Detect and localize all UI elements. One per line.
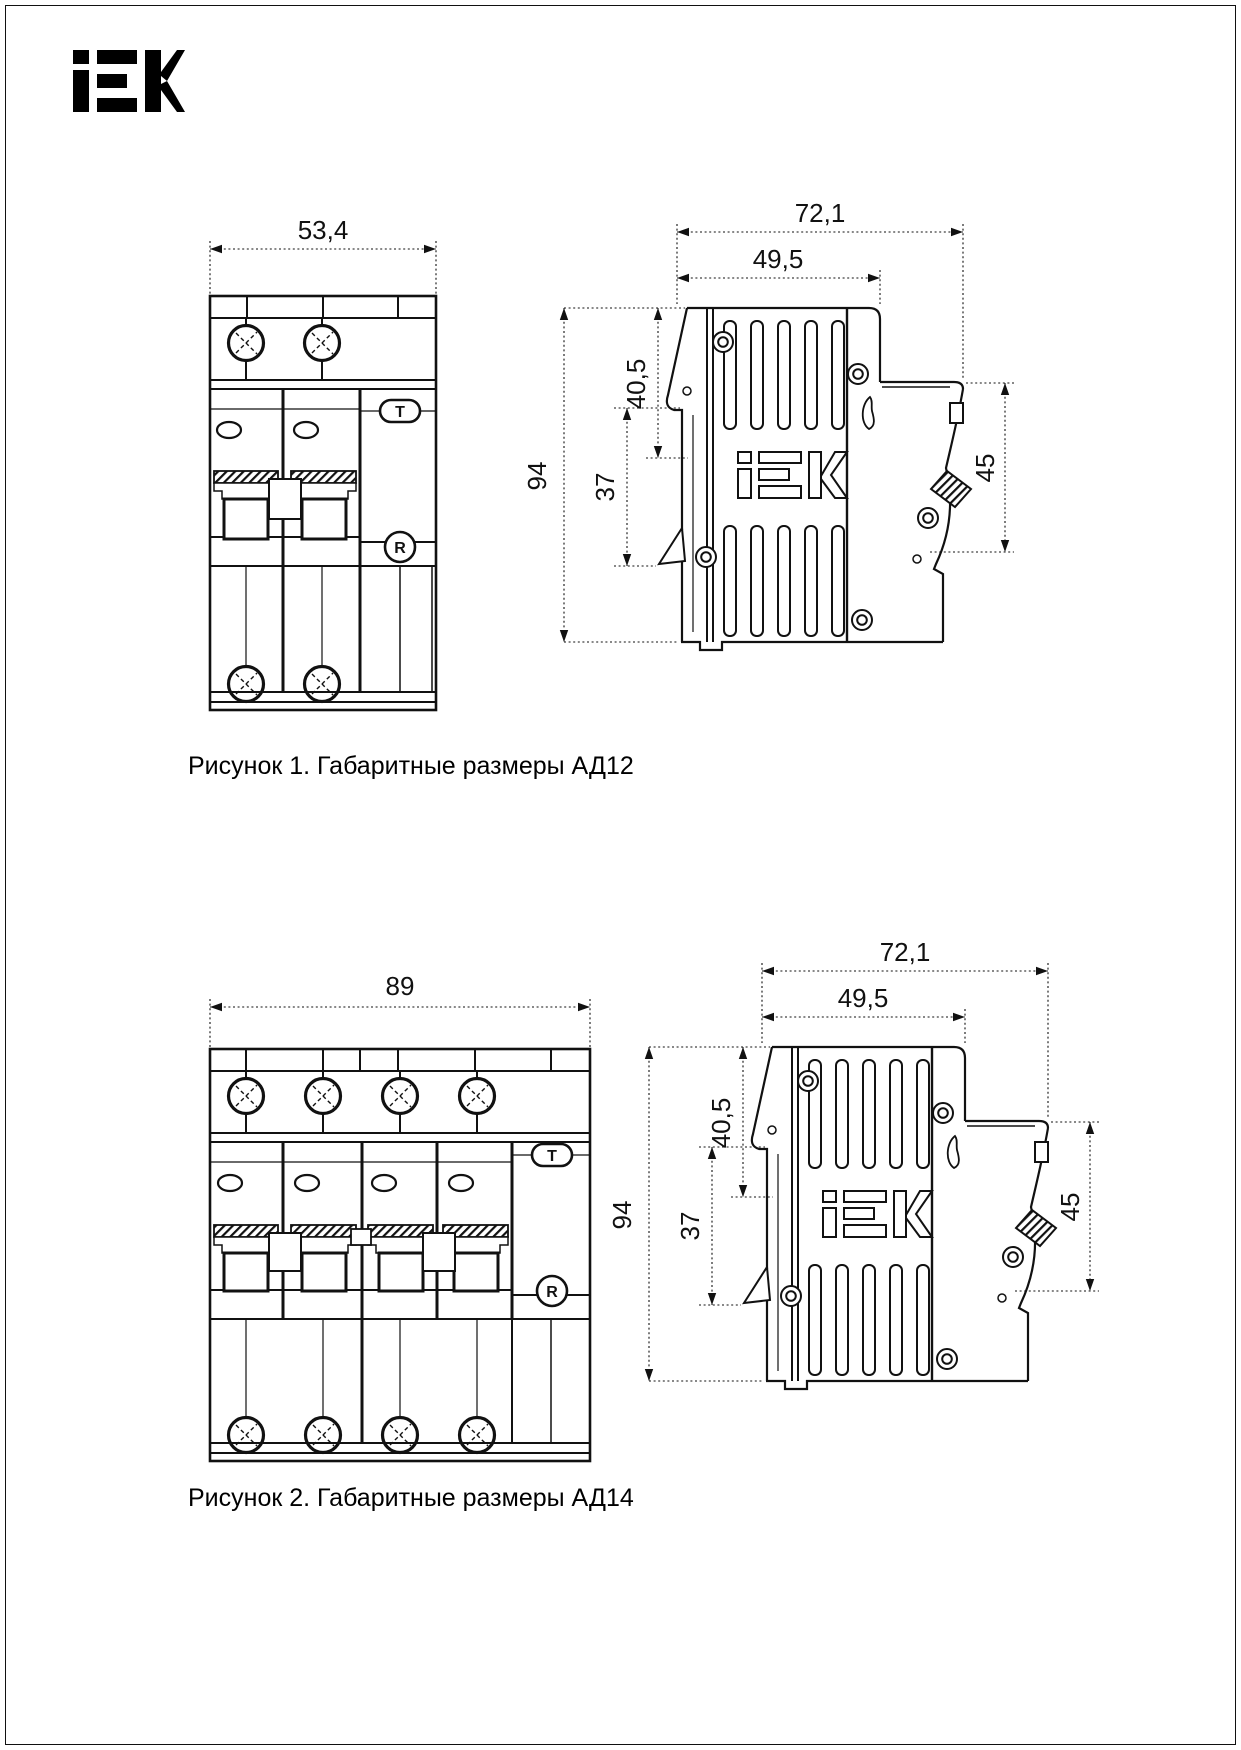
dim-label-front-height: 45 (970, 453, 1000, 483)
terminal-screw-icon (383, 1079, 418, 1114)
figure-2-caption: Рисунок 2. Габаритные размеры АД14 (188, 1484, 634, 1512)
reset-button-marking: R (546, 1284, 558, 1301)
figure-1-caption: Рисунок 1. Габаритные размеры АД12 (188, 752, 634, 780)
terminal-screw-icon (305, 326, 340, 361)
reset-button-marking: R (394, 540, 406, 557)
dim-label-overall-width: 72,1 (794, 198, 846, 228)
dim-label-top-depth: 40,5 (706, 1097, 736, 1149)
side-view-body (560, 224, 1014, 650)
terminal-screw-icon (383, 1418, 418, 1453)
dim-label-width: 89 (385, 971, 415, 1001)
ad14-side-view-drawing (585, 919, 1105, 1399)
terminal-screw-icon (305, 667, 340, 702)
side-view-body (645, 963, 1099, 1389)
terminal-screw-icon (229, 1418, 264, 1453)
terminal-screw-icon (229, 667, 264, 702)
test-button-marking: T (547, 1148, 557, 1165)
ad14-front-view-drawing (183, 971, 603, 1477)
dim-label-case-width: 49,5 (752, 244, 804, 274)
test-button-marking: T (395, 404, 405, 421)
breaker-front-body (210, 296, 436, 710)
dim-label-overall-height: 94 (607, 1200, 637, 1230)
dim-label-front-height: 45 (1055, 1192, 1085, 1222)
dim-label-rail-offset: 37 (590, 472, 620, 502)
terminal-screw-icon (306, 1079, 341, 1114)
dim-width (210, 971, 590, 1047)
iek-logo (73, 50, 185, 112)
ad12-side-view-drawing (500, 180, 1020, 660)
breaker-front-body (210, 1049, 590, 1461)
dim-label-top-depth: 40,5 (621, 358, 651, 410)
dim-label-width: 53,4 (297, 215, 349, 245)
terminal-screw-icon (306, 1418, 341, 1453)
dim-label-overall-width: 72,1 (879, 937, 931, 967)
ad12-front-view-drawing (183, 215, 463, 725)
terminal-screw-icon (229, 326, 264, 361)
dim-label-rail-offset: 37 (675, 1211, 705, 1241)
dim-width (210, 215, 436, 294)
terminal-screw-icon (229, 1079, 264, 1114)
terminal-screw-icon (460, 1418, 495, 1453)
dim-label-overall-height: 94 (522, 461, 552, 491)
dim-label-case-width: 49,5 (837, 983, 889, 1013)
terminal-screw-icon (460, 1079, 495, 1114)
toggle-levers (214, 471, 356, 539)
